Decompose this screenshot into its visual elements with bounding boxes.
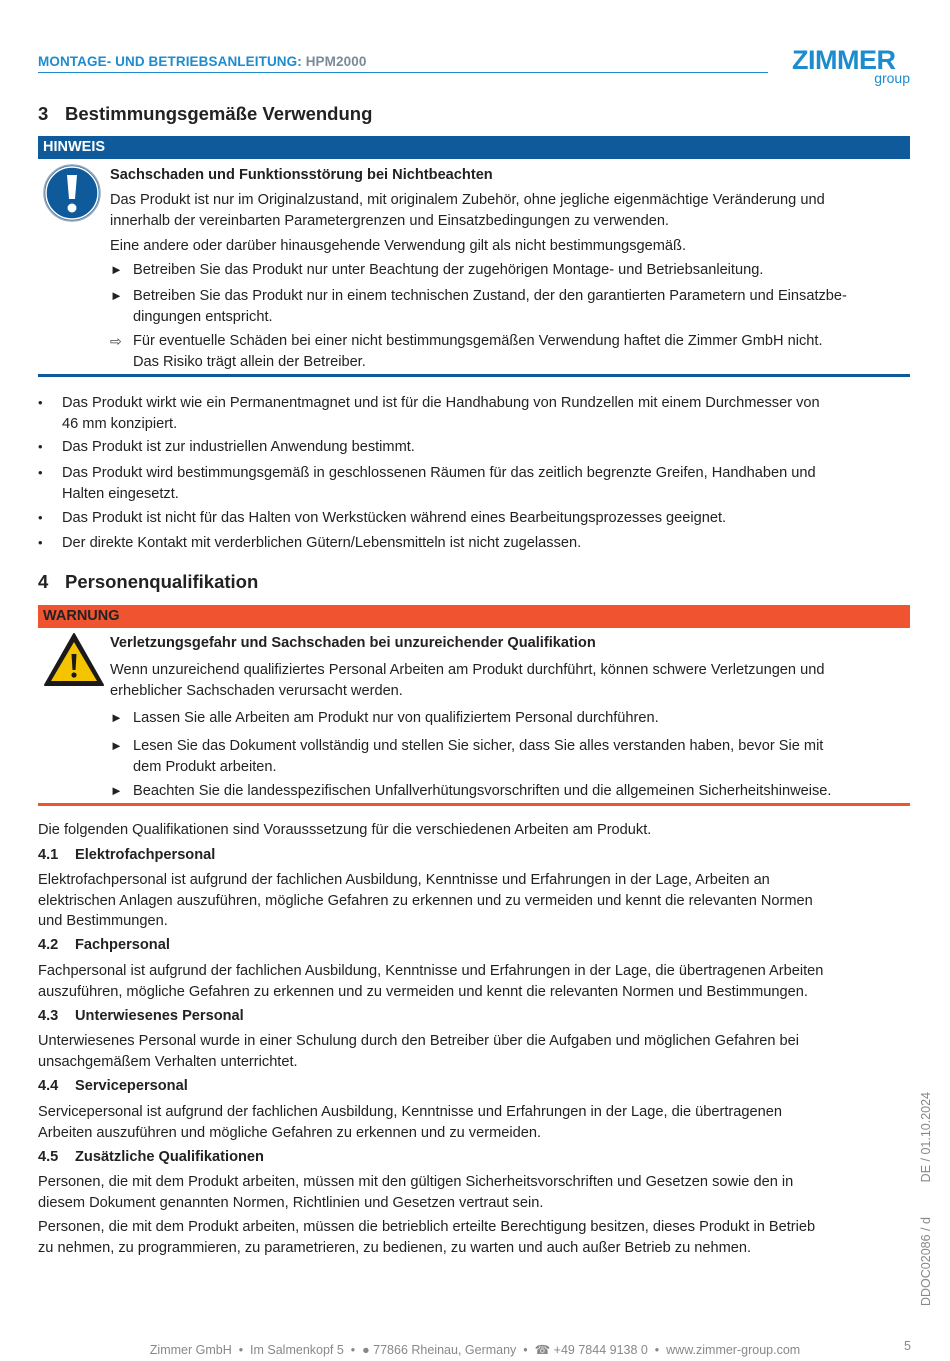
subsection-text <box>38 870 813 932</box>
text-line: Das Produkt ist nur im Originalzustand, mit originalem Zubehör, ohne jegliche eigenmächtige Veränderung und <box>110 192 825 208</box>
footer-street: Im Salmenkopf 5 <box>250 1343 344 1357</box>
footer-company: Zimmer GmbH <box>149 1343 232 1357</box>
result-arrow-icon: ⇨ <box>110 333 122 349</box>
text-line: und Bestimmungen. <box>38 913 168 929</box>
section-3-heading <box>38 103 372 125</box>
text-line: Servicepersonal ist aufgrund der fachlichen Ausbildung, Kenntnisse und Erfahrungen in der Lage, die übertragenen <box>38 1104 782 1120</box>
section-number: 3 <box>38 103 49 124</box>
text-line: Arbeiten auszuführen und mögliche Gefahren zu erkennen und zu vermeiden. <box>38 1124 541 1141</box>
warning-item-3: Beachten Sie die landesspezifischen Unfallverhütungsvorschriften und die allgemeinen Sicherheitshinweise. <box>133 783 832 799</box>
subsection-number: 4.3 <box>38 1008 59 1024</box>
document-header <box>38 52 366 73</box>
warning-item-2 <box>133 736 823 777</box>
subsection-text <box>38 1102 782 1143</box>
text-line: auszuführen, mögliche Gefahren zu erkennen und zu vermeiden und kennt die relevanten Normen und Bestimmungen. <box>38 983 808 1000</box>
footer-phone: +49 7844 9138 0 <box>553 1343 648 1357</box>
text-line: innerhalb der vereinbarten Parametergrenzen und Einsatzbedingungen zu verwenden. <box>110 212 669 229</box>
text-line: Personen, die mit dem Produkt arbeiten, müssen die betrieblich erteilte Berechtigung besitzen, dieses Produkt in Betrieb <box>38 1219 816 1235</box>
page-number: 5 <box>904 1339 911 1353</box>
footer-city: 77866 Rheinau, Germany <box>373 1343 517 1357</box>
warning-para <box>110 660 824 701</box>
bullet-dot: • <box>38 439 43 454</box>
list-item: Das Produkt ist nicht für das Halten von Werkstücken während eines Bearbeitungsprozesses geeignet. <box>62 510 727 526</box>
notice-item-1: Betreiben Sie das Produkt nur unter Beachtung der zugehörigen Montage- und Betriebsanleitung. <box>133 262 764 278</box>
location-pin-icon: ● <box>362 1343 370 1357</box>
text-line: Wenn unzureichend qualifiziertes Personal Arbeiten am Produkt durchführt, können schwere Verletzungen und <box>110 662 825 678</box>
subsection-text <box>38 1172 793 1213</box>
list-item: Der direkte Kontakt mit verderblichen Gütern/Lebensmitteln ist nicht zugelassen. <box>62 535 582 551</box>
text-line: zu nehmen, zu programmieren, zu parametrieren, zu bedienen, zu warten und auch außer Betrieb zu nehmen. <box>38 1239 752 1256</box>
subsection-title: Unterwiesenes Personal <box>75 1008 244 1024</box>
text-line: dingungen entspricht. <box>133 308 273 325</box>
text-line: Betreiben Sie das Produkt nur in einem technischen Zustand, der den garantierten Parametern und Einsatzbe- <box>133 288 847 304</box>
text-line: 46 mm konzipiert. <box>62 415 178 432</box>
page-footer: Zimmer GmbH • Im Salmenkopf 5 • ● 77866 Rheinau, Germany • ☎ +49 7844 9138 0 • www.zimmer-group.com <box>149 1343 801 1357</box>
subsection-heading <box>38 1147 264 1168</box>
text-line: Unterwiesenes Personal wurde in einer Schulung durch den Betreiber über die Aufgaben und möglichen Gefahren bei <box>38 1033 799 1049</box>
notice-title: Sachschaden und Funktionsstörung bei Nichtbeachten <box>110 167 493 183</box>
text-line: Das Produkt wirkt wie ein Permanentmagnet und ist für die Handhabung von Rundzellen mit einem Durchmesser von <box>62 395 820 411</box>
subsection-title: Fachpersonal <box>75 937 170 953</box>
text-line: dem Produkt arbeiten. <box>133 758 277 775</box>
text-line: erheblicher Sachschaden verursacht werden. <box>110 682 403 699</box>
text-line: Elektrofachpersonal ist aufgrund der fachlichen Ausbildung, Kenntnisse und Erfahrungen in der Lage, Arbeiten an <box>38 872 770 888</box>
list-item: Das Produkt ist zur industriellen Anwendung bestimmt. <box>62 439 415 455</box>
header-divider <box>38 72 768 73</box>
warning-item-1: Lassen Sie alle Arbeiten am Produkt nur von qualifiziertem Personal durchführen. <box>133 710 659 726</box>
notice-para-1 <box>110 190 825 231</box>
subsection-number: 4.1 <box>38 847 59 863</box>
header-product: HPM2000 <box>305 54 367 69</box>
text-line: diesem Dokument genannten Normen, Richtlinien und Gesetzen vertraut sein. <box>38 1194 544 1211</box>
subsection-heading <box>38 845 215 866</box>
arrow-bullet-icon: ► <box>110 710 123 725</box>
notice-bottom-rule <box>38 374 910 377</box>
text-line: Das Produkt wird bestimmungsgemäß in geschlossenen Räumen für das zeitlich begrenzte Greifen, Handhaben und <box>62 465 816 481</box>
arrow-bullet-icon: ► <box>110 783 123 798</box>
bullet-dot: • <box>38 465 43 480</box>
subsection-heading <box>38 1006 244 1027</box>
list-item <box>62 463 816 504</box>
header-title: MONTAGE- UND BETRIEBSANLEITUNG: <box>38 54 302 69</box>
arrow-bullet-icon: ► <box>110 288 123 303</box>
notice-item-3 <box>133 331 823 372</box>
info-exclamation-icon <box>42 163 102 223</box>
subsection-text <box>38 1031 799 1072</box>
section-4-heading <box>38 571 258 593</box>
subsection-title: Elektrofachpersonal <box>75 847 216 863</box>
phone-icon: ☎ <box>534 1343 551 1357</box>
text-line: Personen, die mit dem Produkt arbeiten, müssen mit den gültigen Sicherheitsvorschriften und Gesetzen sowie den in <box>38 1174 794 1190</box>
zimmer-logo <box>792 46 912 88</box>
subsection-number: 4.5 <box>38 1149 59 1165</box>
arrow-bullet-icon: ► <box>110 738 123 753</box>
notice-para-2: Eine andere oder darüber hinausgehende Verwendung gilt als nicht bestimmungsgemäß. <box>110 238 687 254</box>
subsection-text <box>38 1217 815 1258</box>
subsection-number: 4.4 <box>38 1078 59 1094</box>
section-title: Personenqualifikation <box>65 571 259 592</box>
footer-website-link[interactable]: www.zimmer-group.com <box>666 1343 801 1357</box>
subsection-title: Servicepersonal <box>75 1078 188 1094</box>
warning-bottom-rule <box>38 803 910 806</box>
subsection-heading <box>38 935 170 956</box>
list-item <box>62 393 820 434</box>
subsection-heading <box>38 1076 188 1097</box>
text-line: unsachgemäßem Verhalten unterrichtet. <box>38 1053 298 1070</box>
section-number: 4 <box>38 571 49 592</box>
text-line: Halten eingesetzt. <box>62 485 179 502</box>
text-line: Lesen Sie das Dokument vollständig und stellen Sie sicher, dass Sie alles verstanden haben, bevor Sie mit <box>133 738 824 754</box>
bullet-dot: • <box>38 535 43 550</box>
bullet-dot: • <box>38 395 43 410</box>
warning-bar: WARNUNG <box>38 605 910 628</box>
section-title: Bestimmungsgemäße Verwendung <box>65 103 373 124</box>
subsection-title: Zusätzliche Qualifikationen <box>75 1149 264 1165</box>
document-id-side-text: DDOC02086 / d DE / 01.10.2024 <box>919 1091 933 1306</box>
text-line: Das Risiko trägt allein der Betreiber. <box>133 353 366 370</box>
logo-wordmark: ZIMMER <box>792 45 896 75</box>
subsection-text <box>38 961 823 1002</box>
bullet-dot: • <box>38 510 43 525</box>
subsection-number: 4.2 <box>38 937 59 953</box>
text-line: elektrischen Anlagen auszuführen, mögliche Gefahren zu erkennen und zu vermeiden und kennt die relevanten Normen <box>38 892 813 909</box>
warning-triangle-icon <box>43 632 105 688</box>
notice-item-2 <box>133 286 847 327</box>
text-line: Für eventuelle Schäden bei einer nicht bestimmungsgemäßen Verwendung haftet die Zimmer GmbH nicht. <box>133 333 823 349</box>
arrow-bullet-icon: ► <box>110 262 123 277</box>
qualification-intro: Die folgenden Qualifikationen sind Vorausssetzung für die verschiedenen Arbeiten am Produkt. <box>38 822 652 838</box>
warning-title: Verletzungsgefahr und Sachschaden bei unzureichender Qualifikation <box>110 635 596 651</box>
logo-group-text: group <box>874 70 910 86</box>
text-line: Fachpersonal ist aufgrund der fachlichen Ausbildung, Kenntnisse und Erfahrungen in der Lage, die übertragenen Arbeiten <box>38 963 824 979</box>
notice-bar: HINWEIS <box>38 136 910 159</box>
